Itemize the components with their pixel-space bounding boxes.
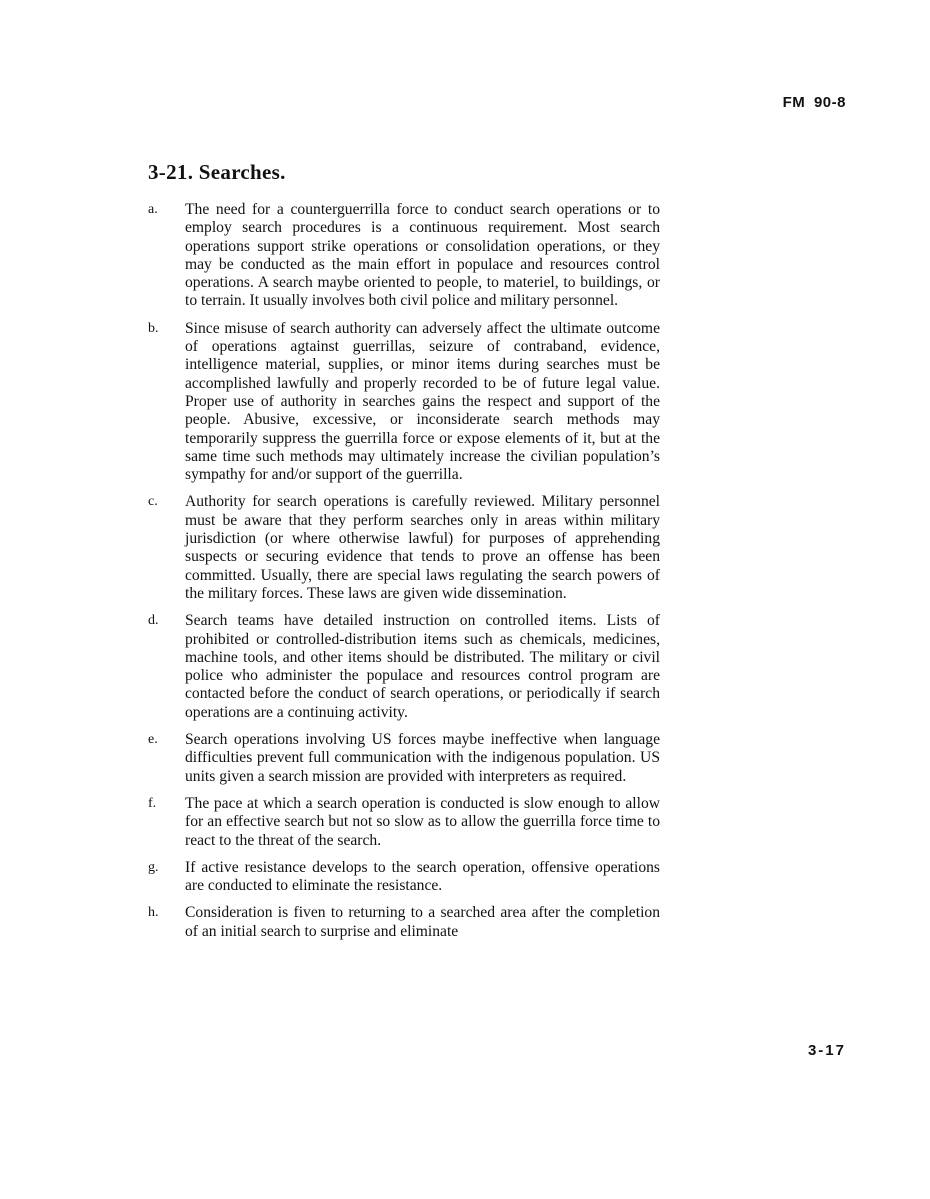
paragraph-text: Authority for search operations is carefully reviewed. Military personnel must be aware that they perform searches only in areas within military jurisdiction (or where otherwise lawful) for purposes of apprehending suspects or securing evidence that tends to prove an offense has been committed. Usually, there are special laws regulating the search powers of the military forces. These laws are given wide dissemination. xyxy=(185,493,660,602)
paragraph-h xyxy=(148,904,668,941)
paragraph-letter: g. xyxy=(148,859,159,875)
paragraph-text: Search teams have detailed instruction on controlled items. Lists of prohibited or controlled-distribution items such as chemicals, medicines, machine tools, and other items should be distributed. The military or civil police who administer the populace and resources control program are contacted before the conduct of search operations, or periodically if search operations are a continuing activity. xyxy=(185,612,660,721)
paragraph-letter: d. xyxy=(148,613,159,629)
paragraph-letter: h. xyxy=(148,905,159,921)
paragraph-text: The need for a counterguerrilla force to conduct search operations or to employ search procedures is a continuous requirement. Most search operations support strike operations or consolidation operations, or they may be conducted as the main effort in populace and resources control operations. A search maybe oriented to people, to materiel, to buildings, or to terrain. It usually involves both civil police and military personnel. xyxy=(185,201,660,310)
paragraph-e xyxy=(148,731,668,786)
page-number: 3-17 xyxy=(807,1042,846,1059)
section-title: 3-21. Searches. xyxy=(148,160,286,184)
paragraph-text: Since misuse of search authority can adversely affect the ultimate outcome of operations agtainst guerrillas, seizure of contraband, evidence, intelligence material, supplies, or minor items during searches must be accomplished lawfully and properly recorded to be of future legal value. Proper use of authority in searches gains the respect and support of the people. Abusive, excessive, or inconsiderate search methods may temporarily suppress the guerrilla force or expose elements of it, but at the same time such methods may ultimately increase the civilian population’s sympathy for and/or support of the guerrilla. xyxy=(185,319,660,484)
paragraph-g xyxy=(148,859,668,896)
paragraph-a xyxy=(148,201,668,311)
manual-code: FM 90-8 xyxy=(782,94,846,111)
paragraph-text: If active resistance develops to the search operation, offensive operations are conducted to eliminate the resistance. xyxy=(185,858,660,895)
paragraph-b xyxy=(148,320,668,485)
paragraph-d xyxy=(148,612,668,722)
paragraph-text: Consideration is fiven to returning to a searched area after the completion of an initial search to surprise and eliminate xyxy=(185,904,660,940)
paragraph-list xyxy=(148,201,668,950)
paragraph-c xyxy=(148,493,668,603)
paragraph-f xyxy=(148,795,668,850)
paragraph-letter: e. xyxy=(148,732,158,748)
paragraph-letter: a. xyxy=(148,202,158,217)
paragraph-letter: f. xyxy=(148,795,157,811)
paragraph-letter: b. xyxy=(148,320,159,336)
paragraph-text: The pace at which a search operation is conducted is slow enough to allow for an effective search but not so slow as to allow the guerrilla force time to react to the threat of the search. xyxy=(185,794,660,849)
paragraph-text: Search operations involving US forces maybe ineffective when language difficulties prevent full communication with the indigenous population. US units given a search mission are provided with interpreters as required. xyxy=(185,731,660,785)
paragraph-letter: c. xyxy=(148,494,158,510)
